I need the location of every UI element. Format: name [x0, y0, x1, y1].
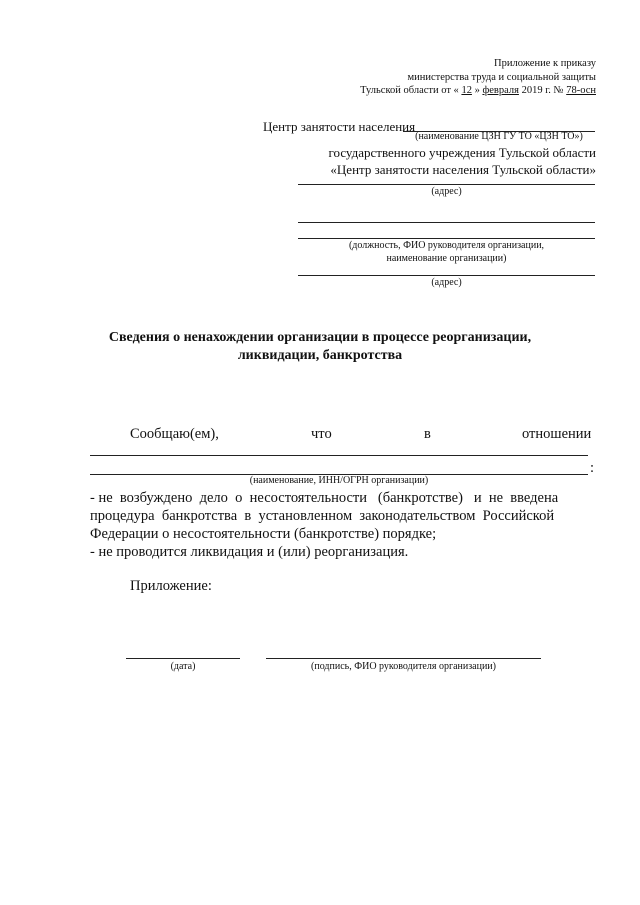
- body-word-3: в: [424, 426, 431, 442]
- order-month: февраля: [482, 85, 519, 96]
- attachment-label: Приложение:: [130, 578, 212, 594]
- statement-para-1-line-1: - не возбуждено дело о несостоятельности (банкротстве) и не введена: [90, 490, 559, 506]
- sender-head-caption-1: (должность, ФИО руководителя организации,: [348, 240, 545, 251]
- recipient-org-line-3: «Центр занятости населения Тульской области»: [330, 162, 596, 177]
- signature-line: [266, 658, 541, 659]
- title-line-1: Сведения о ненахождении организации в процессе реорганизации,: [108, 330, 532, 345]
- signature-caption: (подпись, ФИО руководителя организации): [311, 661, 496, 672]
- header-line-2: министерства труда и социальной защиты: [407, 72, 596, 83]
- sender-head-line: [298, 238, 595, 239]
- sender-head-caption-2: наименование организации): [386, 253, 507, 264]
- header-line-3: Тульской области от « 12 » февраля 2019 г. № 78-осн: [360, 85, 596, 96]
- recipient-org-caption: (наименование ЦЗН ГУ ТО «ЦЗН ТО»): [415, 131, 583, 142]
- recipient-address-caption: (адрес): [431, 186, 462, 197]
- body-word-2: что: [311, 426, 332, 442]
- date-line: [126, 658, 240, 659]
- org-name-line-1: [90, 455, 588, 456]
- sender-blank-line-1: [298, 222, 595, 223]
- sender-address-caption: (адрес): [431, 277, 462, 288]
- body-word-1: Сообщаю(ем),: [130, 426, 219, 442]
- order-number: 78-осн: [566, 85, 596, 96]
- header-line-1: Приложение к приказу: [494, 58, 596, 69]
- statement-para-2: - не проводится ликвидация и (или) реорганизация.: [90, 544, 409, 560]
- body-word-4: отношении: [522, 426, 592, 442]
- recipient-org-line-2: государственного учреждения Тульской области: [328, 145, 596, 160]
- sender-address-line: [298, 275, 595, 276]
- title-line-2: ликвидации, банкротства: [237, 348, 403, 363]
- org-name-colon: :: [590, 460, 595, 476]
- statement-para-1-line-2: процедура банкротства в установленном законодательством Российской: [90, 508, 555, 524]
- recipient-address-line: [298, 184, 595, 185]
- date-caption: (дата): [170, 661, 196, 672]
- order-day: 12: [461, 85, 472, 96]
- org-name-caption: (наименование, ИНН/ОГРН организации): [249, 475, 429, 486]
- statement-para-1-line-3: Федерации о несостоятельности (банкротстве) порядке;: [90, 526, 437, 542]
- recipient-org-label: Центр занятости населения: [263, 119, 416, 134]
